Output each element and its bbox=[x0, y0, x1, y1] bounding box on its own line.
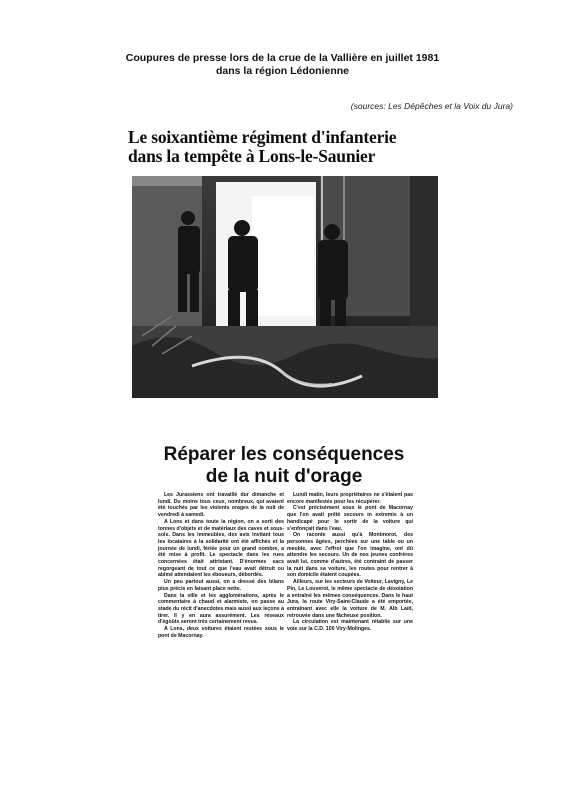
clipping1-headline-line2: dans la tempête à Lons-le-Saunier bbox=[128, 146, 376, 166]
article-paragraph: C'est précisément sous le pont de Macornay que l'on avait prêté secours in extremis à un handicapé pour le sortir de la voiture qui s'enfonçait dans l'eau. bbox=[287, 505, 413, 532]
article-paragraph: Un peu partout aussi, on a dressé des bilans plus précis en faisant place nette. bbox=[158, 579, 284, 592]
clipping1-headline bbox=[126, 128, 438, 166]
page-title-line2: dans la région Lédonienne bbox=[215, 65, 350, 77]
article-column-left bbox=[158, 492, 284, 639]
clipping1-headline-line1: Le soixantième régiment d'infanterie bbox=[128, 127, 397, 147]
clipping2-headline-line2: de la nuit d'orage bbox=[205, 466, 363, 487]
article-paragraph: Dans la ville et les agglomérations, après le commentaire à chaud et alarmiste, on passe au stade du récit d'anecdotes mais aussi aux leçons à tirer. Il y en aura assurément. Les réseaux d'égoûts seront très certainement revus. bbox=[158, 592, 284, 626]
article-paragraph: A Lons, deux voitures étaient restées sous le pont de Macornay. bbox=[158, 626, 284, 639]
article-paragraph: Lundi matin, leurs propriétaires ne s'étaient pas encore manifestés pour les récupérer. bbox=[287, 492, 413, 505]
article-paragraph: Ailleurs, sur les secteurs de Voiteur, Lavigny, Le Pin, Le Louverot, le même spectacle de désolation a entraîné les mêmes conséquences. Dans le haut Jura, la route Viry-Saint-Claude a été emportée, entraînant avec elle la voiture de M. Alb Laïd, retrouvée dans une fâcheuse position. bbox=[287, 579, 413, 619]
article-paragraph: A Lons et dans toute la région, on a sorti des tonnes d'objets et de matériaux des caves et sous-sols. Dans les immeubles, des avis invitant tous les locataires à la solidarité ont été affichés et la journée de lundi, fériée pour un grand nombre, a été mise à profit. Le spectacle dans les rues concernées était attristant. D'énormes sacs regorgeant de tout ce que l'eau avait détruit ou abîmé attendaient les éboueurs, débordés. bbox=[158, 518, 284, 579]
article-paragraph: On raconte aussi qu'à Montmorot, des personnes âgées, perchées sur une table ou un meuble, avec l'effroi que l'on imagine, ont dû attendre les secours. Un de nos jeunes confrères avait lui, comme d'autres, été contraint de passer la nuit dans sa voiture, les routes pour rentrer à son domicile étaient coupées. bbox=[287, 532, 413, 579]
article-paragraph: Les Jurassiens ont travaillé dur dimanche et lundi. Du moins tous ceux, nombreux, qui avaient été touchés par les violents orages de la nuit de vendredi à samedi. bbox=[158, 492, 284, 519]
soldiers-flood-photo bbox=[132, 176, 438, 398]
clipping2-headline-line1: Réparer les conséquences bbox=[163, 444, 405, 465]
press-clipping-regiment bbox=[126, 128, 438, 398]
page-title bbox=[0, 52, 565, 78]
photo-illustration bbox=[132, 176, 438, 398]
sources-note: (sources: Les Dépêches et la Voix du Jura) bbox=[350, 101, 513, 111]
page-title-line1: Coupures de presse lors de la crue de la Vallière en juillet 1981 bbox=[125, 52, 440, 64]
article-column-right bbox=[287, 492, 413, 633]
article-paragraph: La circulation est maintenant rétablie sur une voie sur la C.D. 100 Viry-Molinges. bbox=[287, 619, 413, 633]
clipping2-headline bbox=[154, 444, 414, 488]
